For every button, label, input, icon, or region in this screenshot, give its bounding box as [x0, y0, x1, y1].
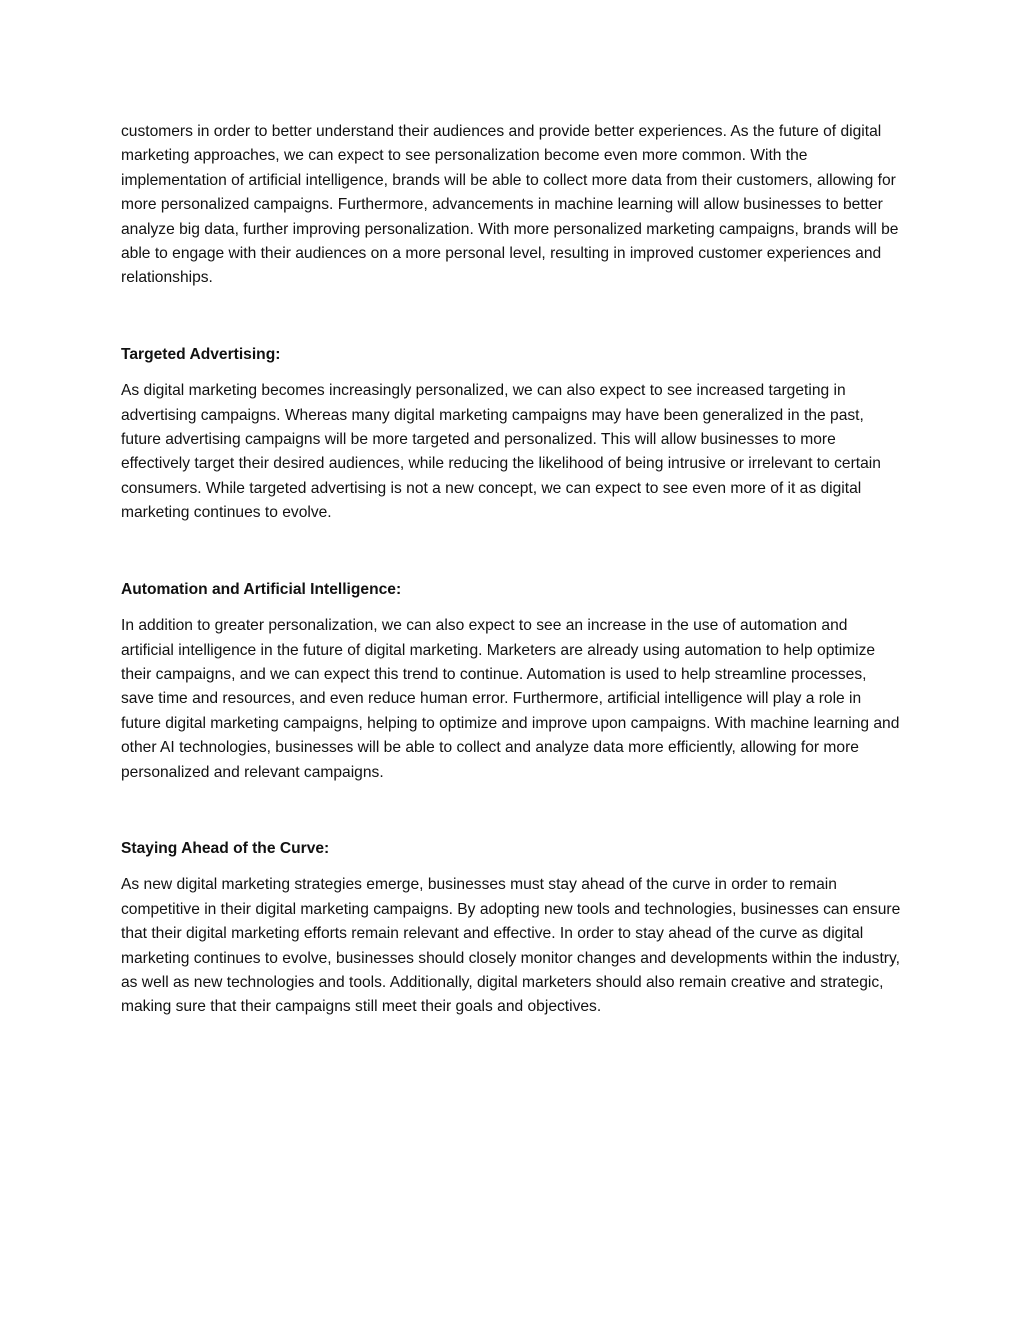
document-body [121, 120, 903, 1020]
section-heading-staying-ahead: Staying Ahead of the Curve: [121, 839, 330, 857]
section-body-automation-ai: In addition to greater personalization, we can also expect to see an increase in the use of automation and artificial intelligence in the future of digital marketing. Marketers are already using automation to help optimize their campaigns, and we can expect this trend to continue. Automation is used to help streamline processes, save time and resources, and even reduce human error. Furthermore, artificial intelligence will play a role in future digital marketing campaigns, helping to optimize and improve upon campaigns. With machine learning and other AI technologies, businesses will be able to collect and analyze data more efficiently, allowing for more personalized and relevant campaigns. [121, 617, 900, 781]
section-body-staying-ahead: As new digital marketing strategies emerge, businesses must stay ahead of the curve in order to remain competitive in their digital marketing campaigns. By adopting new tools and technologies, businesses can ensure that their digital marketing efforts remain relevant and effective. In order to stay ahead of the curve as digital marketing continues to evolve, businesses should closely monitor changes and developments within the industry, as well as new technologies and tools. Additionally, digital marketers should also remain creative and strategic, making sure that their campaigns still meet their goals and objectives. [121, 876, 901, 1016]
section-body-targeted-advertising: As digital marketing becomes increasingly personalized, we can also expect to see increased targeting in advertising campaigns. Whereas many digital marketing campaigns may have been generalized in the past, future advertising campaigns will be more targeted and personalized. This will allow businesses to more effectively target their desired audiences, while reducing the likelihood of being intrusive or irrelevant to certain consumers. While targeted advertising is not a new concept, we can expect to see even more of it as digital marketing continues to evolve. [121, 382, 881, 522]
section-heading-targeted-advertising: Targeted Advertising: [121, 345, 281, 363]
section-heading-automation-ai: Automation and Artificial Intelligence: [121, 580, 402, 598]
intro-paragraph: customers in order to better understand their audiences and provide better experiences. As the future of digital marketing approaches, we can expect to see personalization become even more common. With the implementation of artificial intelligence, brands will be able to collect more data from their customers, allowing for more personalized campaigns. Furthermore, advancements in machine learning will allow businesses to better analyze big data, further improving personalization. With more personalized marketing campaigns, brands will be able to engage with their audiences on a more personal level, resulting in improved customer experiences and relationships. [121, 123, 899, 287]
